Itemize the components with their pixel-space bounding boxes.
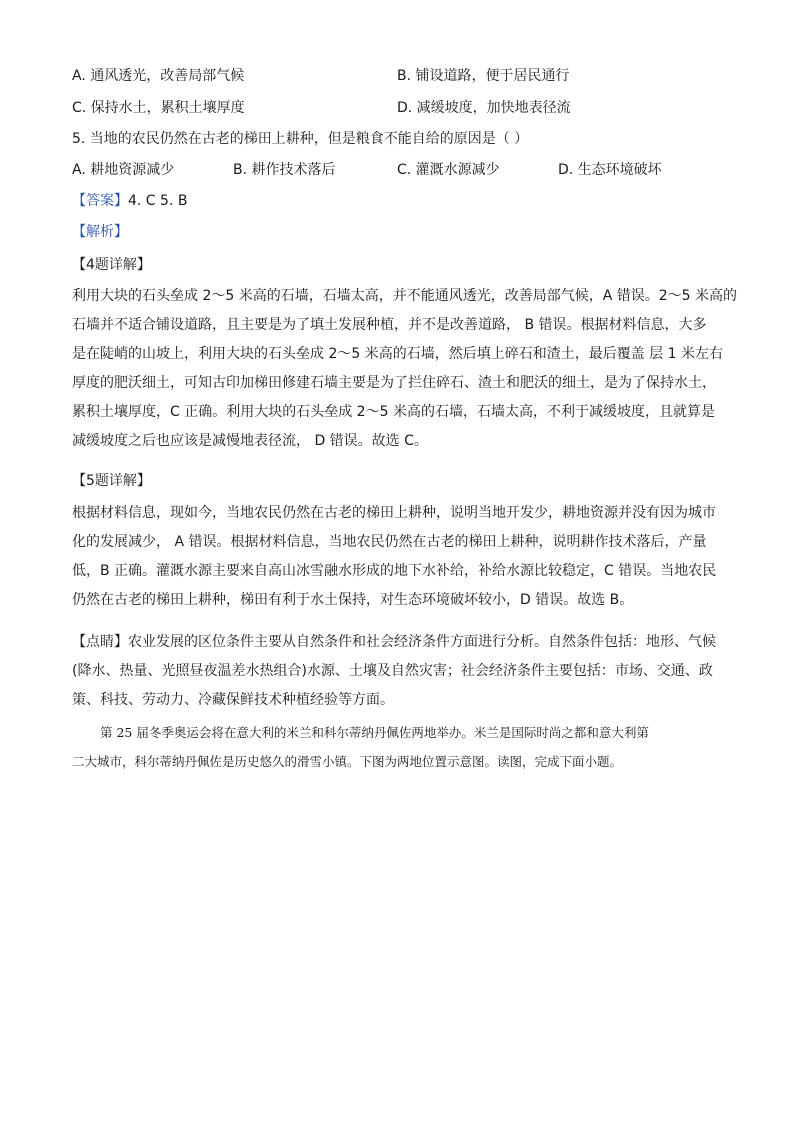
q4-detail-line: 是在陡峭的山坡上，利用大块的石头垒成 2～5 米高的石墙，然后填上碎石和渣土，最后覆盖 层 1 米左右	[72, 346, 723, 362]
q4-option-a: A. 通风透光，改善局部气候	[72, 68, 245, 84]
answer-line	[72, 191, 187, 211]
q4-detail-line: 累积土壤厚度，C 正确。利用大块的石头垒成 2～5 米高的石墙，石墙太高，不利于减缓坡度，且就算是	[72, 404, 715, 420]
answer-tag: 【答案】	[72, 193, 128, 209]
q5-option-a: A. 耕地资源减少	[72, 162, 175, 178]
note-line: (降水、热量、光照昼夜温差水热组合)水源、土壤及自然灾害；社会经济条件主要包括：市场、交通、政	[72, 663, 713, 679]
q4-detail-line: 石墙并不适合铺设道路，且主要是为了填土发展种植，并不是改善道路， B 错误。根据材料信息，大多	[72, 317, 707, 333]
q4-detail-line: 减缓坡度之后也应该是减慢地表径流， D 错误。故选 C。	[72, 433, 428, 449]
intro-line: 第 25 届冬季奥运会将在意大利的米兰和科尔蒂纳丹佩佐两地举办。米兰是国际时尚之都和意大利第	[100, 725, 649, 740]
note-line: 【点睛】农业发展的区位条件主要从自然条件和社会经济条件方面进行分析。自然条件包括：地形、气候	[72, 634, 716, 650]
intro-line: 二大城市，科尔蒂纳丹佩佐是历史悠久的滑雪小镇。下图为两地位置示意图。读图，完成下面小题。	[72, 754, 623, 769]
q5-detail-line: 低，B 正确。灌溉水源主要来自高山冰雪融水形成的地下水补给，补给水源比较稳定，C 错误。当地农民	[72, 563, 717, 579]
note-paragraph	[72, 628, 722, 715]
note-tag: 【点睛】	[72, 634, 128, 650]
q5-detail-paragraph	[72, 499, 722, 615]
q4-option-b: B. 铺设道路，便于居民通行	[397, 68, 570, 84]
intro-paragraph	[100, 718, 740, 747]
q4-detail-paragraph	[72, 282, 738, 456]
q5-option-d: D. 生态环境破坏	[558, 162, 662, 178]
q4-option-c: C. 保持水土，累积土壤厚度	[72, 100, 245, 116]
q4-detail-line: 厚度的肥沃细土，可知古印加梯田修建石墙主要是为了拦住碎石、渣土和肥沃的细土，是为了保持水土，	[72, 375, 716, 391]
q5-question-stem: 5. 当地的农民仍然在古老的梯田上耕种，但是粮食不能自给的原因是（ ）	[72, 131, 529, 147]
analysis-tag: 【解析】	[72, 224, 128, 240]
q4-detail-line: 利用大块的石头垒成 2～5 米高的石墙，石墙太高，并不能通风透光，改善局部气候，A 错误。2～5 米高的	[72, 288, 738, 304]
q5-option-b: B. 耕作技术落后	[233, 162, 336, 178]
q5-detail-heading: 【5题详解】	[72, 473, 151, 489]
q5-detail-line: 仍然在古老的梯田上耕种，梯田有利于水土保持，对生态环境破坏较小，D 错误。故选 B。	[72, 592, 634, 608]
q5-detail-line: 根据材料信息，现如今，当地农民仍然在古老的梯田上耕种，说明当地开发少，耕地资源并没有因为城市	[72, 505, 716, 521]
q5-option-c: C. 灌溉水源减少	[397, 162, 500, 178]
q5-detail-line: 化的发展减少， A 错误。根据材料信息，当地农民仍然在古老的梯田上耕种，说明耕作技术落后，产量	[72, 534, 707, 550]
answer-text: 4. C 5. B	[128, 193, 188, 209]
intro-paragraph-cont	[72, 747, 722, 776]
q4-detail-heading: 【4题详解】	[72, 257, 151, 273]
note-line: 策、科技、劳动力、冷藏保鲜技术种植经验等方面。	[72, 692, 394, 708]
q4-option-d: D. 减缓坡度，加快地表径流	[397, 100, 571, 116]
